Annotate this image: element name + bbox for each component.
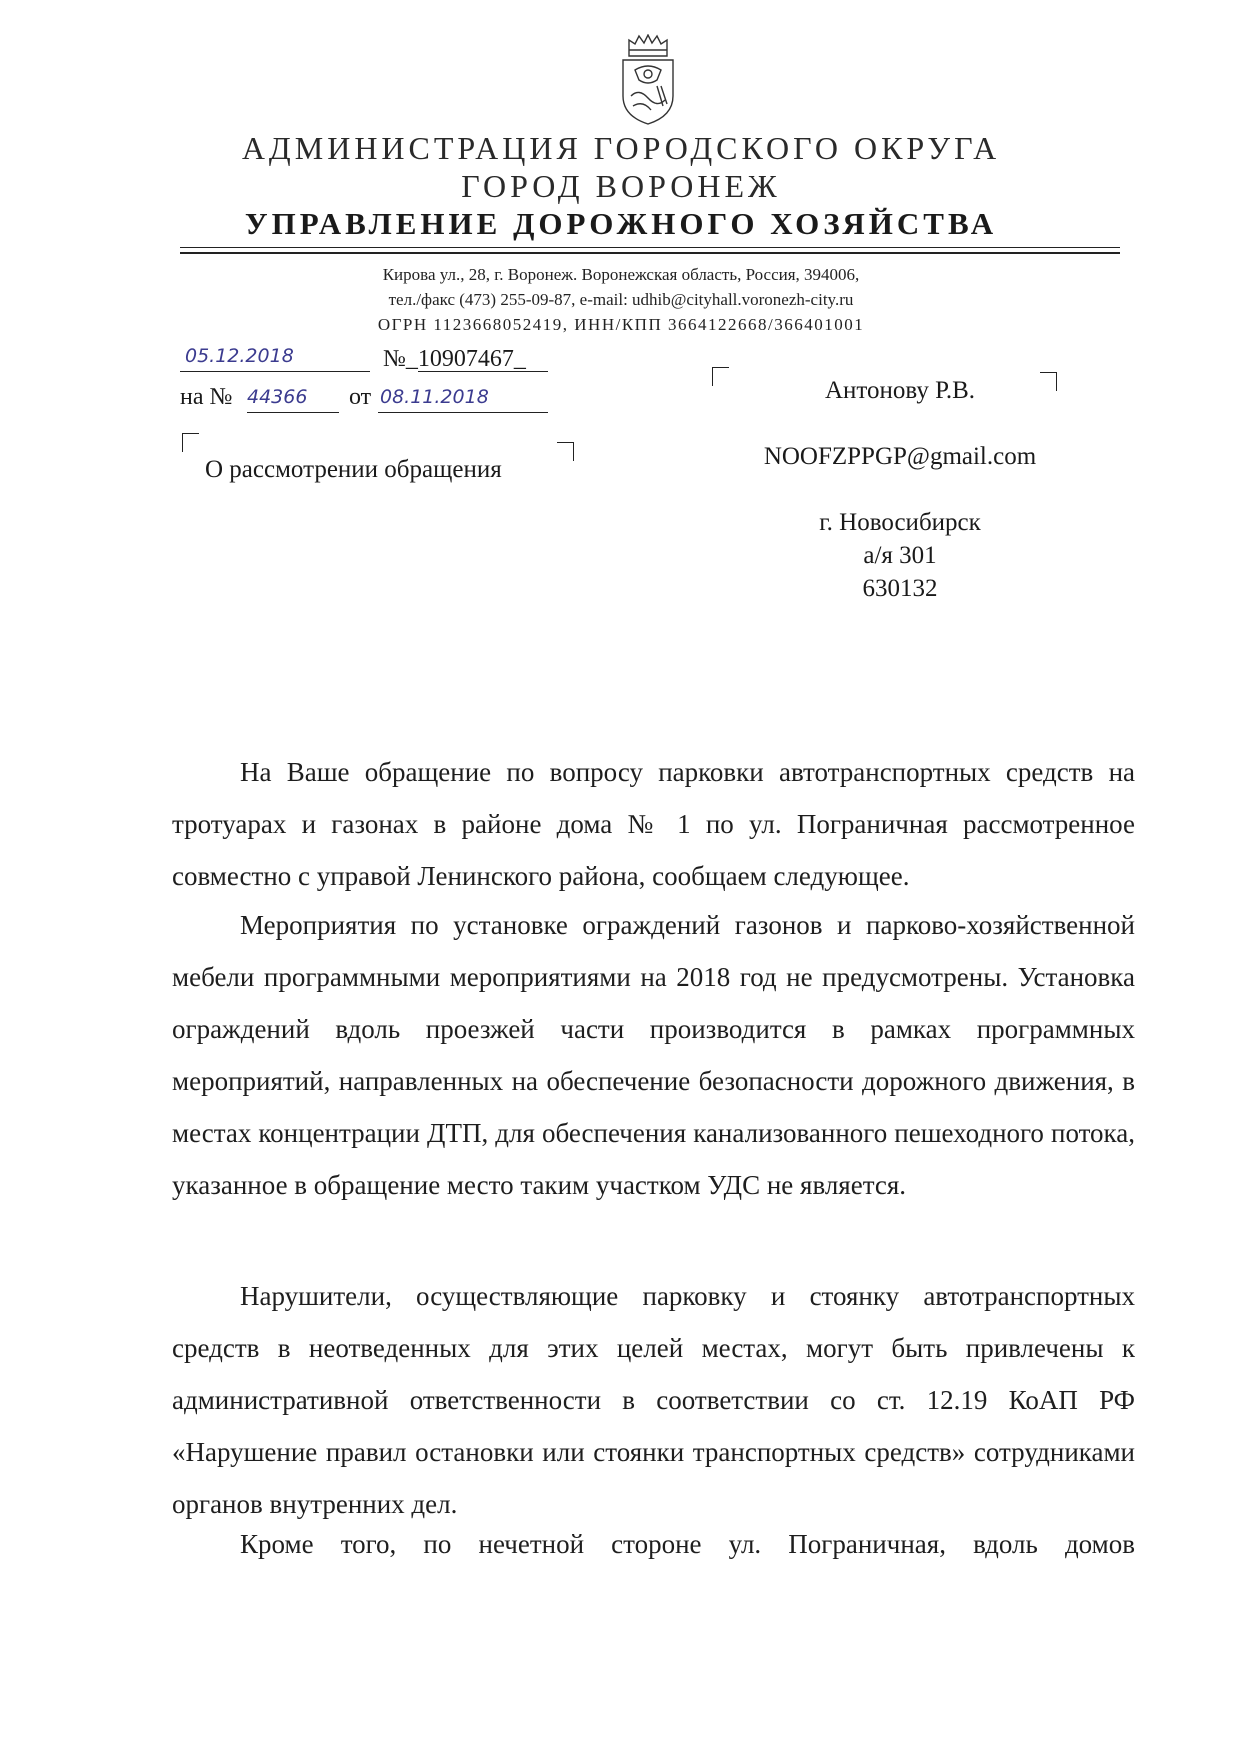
header-divider-thick <box>180 252 1120 254</box>
coat-of-arms-icon <box>617 34 679 126</box>
recipient-name: Антонову Р.В. <box>824 377 976 404</box>
contact-line: тел./факс (473) 255-09-87, e-mail: udhib@cityhall.voronezh-city.ru <box>388 290 854 309</box>
body-paragraph-2 <box>172 899 1135 1211</box>
letter-subject: О рассмотрении обращения <box>205 456 502 483</box>
subject-corner-right <box>557 442 574 461</box>
recipient-email: NOOFZPPGP@gmail.com <box>763 443 1037 470</box>
number-underline <box>418 371 548 372</box>
body-paragraph-1 <box>172 746 1135 902</box>
body-paragraph-4 <box>172 1518 1135 1570</box>
reference-number-underline <box>247 412 339 413</box>
recipient-postcode: 630132 <box>862 575 938 602</box>
address-line: Кирова ул., 28, г. Воронеж. Воронежская область, Россия, 394006, <box>382 265 860 284</box>
header-divider-thin <box>180 247 1120 248</box>
paragraph-text: На Ваше обращение по вопросу парковки автотранспортных средств на тротуарах и газонах в районе дома № 1 по ул. Пограничная рассмотренное совместно с управой Ленинского района, сообщаем следующее. <box>172 757 1135 891</box>
recipient-city: г. Новосибирск <box>819 509 981 536</box>
paragraph-text: Мероприятия по установке ограждений газонов и парково-хозяйственной мебели программными мероприятиями на 2018 год не предусмотрены. Установка ограждений вдоль проезжей части производится в рамках программных мероприятий, направленных на обеспечение безопасности дорожного движения, в местах концентрации ДТП, для обеспечения канализованного пешеходного потока, указанное в обращение место таким участком УДС не является. <box>172 910 1135 1200</box>
paragraph-text: Нарушители, осуществляющие парковку и стоянку автотранспортных средств в неотведенных для этих целей местах, могут быть привлечены к административной ответственности в соответствии со ст. 12.19 КоАП РФ «Нарушение правил остановки или стоянки транспортных средств» сотрудниками органов внутренних дел. <box>172 1281 1135 1519</box>
recipient-po-box: а/я 301 <box>863 542 937 569</box>
reference-number-handwritten: 44366 <box>247 386 308 408</box>
reference-date-handwritten: 08.11.2018 <box>380 386 489 408</box>
paragraph-text: Кроме того, по нечетной стороне ул. Пограничная, вдоль домов <box>240 1529 1135 1559</box>
outgoing-number: №_10907467_ <box>383 346 526 372</box>
reference-label: на № <box>180 384 233 410</box>
body-paragraph-3 <box>172 1270 1135 1530</box>
registration-codes-line: ОГРН 1123668052419, ИНН/КПП 3664122668/366401001 <box>377 315 865 334</box>
organization-title-line2: ГОРОД ВОРОНЕЖ <box>461 168 781 204</box>
outgoing-date-handwritten: 05.12.2018 <box>185 345 294 367</box>
date-underline <box>180 371 370 372</box>
organization-title-line1: АДМИНИСТРАЦИЯ ГОРОДСКОГО ОКРУГА <box>241 130 1001 166</box>
reference-from-label: от <box>349 384 372 410</box>
department-title: УПРАВЛЕНИЕ ДОРОЖНОГО ХОЗЯЙСТВА <box>244 206 998 241</box>
reference-date-underline <box>378 412 548 413</box>
subject-corner-left <box>182 433 199 452</box>
